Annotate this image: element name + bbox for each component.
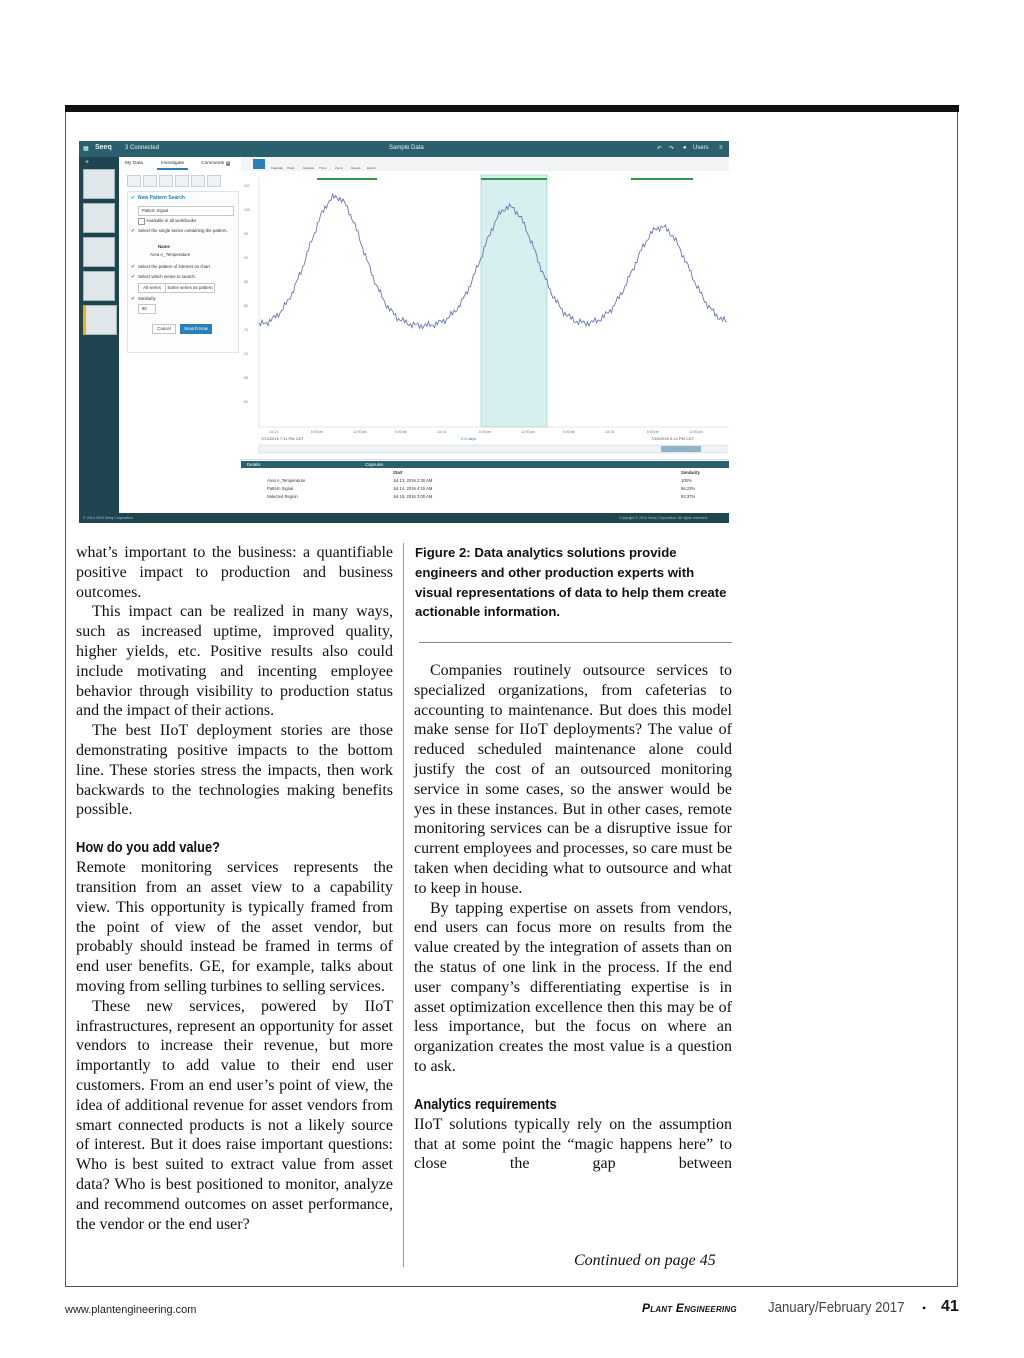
x-tick-label: 6:00 pm: [311, 430, 324, 434]
chart-type-button[interactable]: [253, 159, 265, 169]
x-tick-label: Jul 13: [269, 430, 279, 434]
undo-icon[interactable]: ↶: [657, 146, 663, 152]
similarity-column-header: Similarity: [681, 470, 700, 475]
capsule-similarity: 100%: [681, 478, 692, 483]
pattern-search-card: [127, 191, 239, 353]
check-icon: ✔: [131, 264, 136, 270]
footer-publication: [642, 1301, 737, 1315]
capsule-similarity: 93.37%: [681, 494, 696, 499]
signal-tool-icon[interactable]: [175, 175, 189, 187]
app-footer: [79, 513, 729, 523]
connection-status[interactable]: 3 Connected: [125, 145, 160, 151]
tab-comments[interactable]: [197, 159, 234, 168]
x-tick-label: Jul 14: [437, 430, 447, 434]
workbook-title: Sample Data: [389, 145, 424, 151]
page-number: 41: [941, 1298, 959, 1315]
condition-tool-icon[interactable]: [191, 175, 205, 187]
x-tick-label: 6:00 am: [395, 430, 408, 434]
start-column-header: Start: [393, 470, 403, 475]
toolbar-button-label[interactable]: Chart: [287, 166, 295, 170]
toolbar-button-label[interactable]: Quests: [351, 166, 361, 170]
y-tick-label: 80: [244, 304, 248, 308]
y-tick-label: 70: [244, 352, 248, 356]
series-name[interactable]: Area A_Temperature: [150, 252, 191, 257]
details-pane: [241, 459, 729, 514]
y-axis-ticks: [244, 184, 250, 404]
range-end: 7/15/2016 9:14 PM CDT: [651, 436, 695, 441]
capsule-start[interactable]: Jul 13, 2016 2:30 AM: [393, 478, 433, 483]
trend-svg: [241, 157, 729, 459]
comments-count-badge: 0: [226, 161, 230, 166]
capsule-similarity: 96.23%: [681, 486, 696, 491]
step-select-pattern: Select the pattern of interest on chart: [138, 264, 210, 269]
continued-note: Continued on page 45: [574, 1252, 716, 1269]
available-all-checkbox[interactable]: [138, 218, 145, 225]
home-tool-icon[interactable]: [127, 175, 141, 187]
y-tick-label: 110: [244, 184, 250, 188]
details-row[interactable]: Selected Region: [267, 494, 298, 499]
similarity-value: 90: [142, 306, 147, 311]
available-all-label: Available in all workbooks: [146, 218, 197, 223]
user-name[interactable]: Users: [693, 145, 709, 151]
name-column-header: Name: [158, 244, 170, 249]
redo-icon[interactable]: ↷: [669, 146, 675, 152]
paragraph: These new services, powered by IIoT infrastructures, represent an opportunity for asset vendors to increase their revenue, but more importantly to add value to their end user customers. From an end user’s point of view, the idea of additional revenue for asset vendors from smart connected products is not a likely source of interest. But it does raise important questions: Who is best suited to extract value from asset data? Who is best positioned to monitor, analyze and recommend outcomes on asset performance, the vendor or the end user?: [76, 997, 393, 1233]
figure-screenshot: [79, 141, 729, 523]
selected-region[interactable]: [481, 175, 547, 427]
same-series-button[interactable]: Same series as pattern: [165, 283, 215, 293]
x-axis-ticks: [269, 430, 703, 434]
x-tick-label: 6:00 pm: [479, 430, 492, 434]
search-now-button[interactable]: Search Now: [180, 324, 212, 334]
check-icon: ✔: [131, 296, 136, 302]
article-column-1: [76, 543, 393, 1234]
step-select-search: Select which series to search.: [138, 274, 197, 279]
capsule-start[interactable]: Jul 14, 2016 4:15 AM: [393, 486, 433, 491]
pattern-name-value: Pattern Signal: [142, 208, 169, 213]
add-icon[interactable]: +: [85, 159, 90, 166]
toolbar-button-label[interactable]: Capsule: [303, 166, 315, 170]
toolbar-button-label[interactable]: Zoom: [335, 166, 343, 170]
paragraph: This impact can be realized in many ways, such as increased uptime, improved quality, higher yields, etc. Positive results also could include motivating and incenting employee behavior through visibility to production status and the impact of their actions.: [76, 603, 393, 720]
x-tick-label: 12:00 pm: [689, 430, 704, 434]
check-icon: ✔: [131, 228, 136, 234]
pattern-search-title: New Pattern Search: [138, 195, 185, 201]
worksheet-thumbnail[interactable]: [83, 237, 115, 267]
paragraph: By tapping expertise on assets from vendors, end users can focus more on results from the value created by the integration of assets than on the status of one link in the process. If the end user company’s differentiating expertise is in asset optimization excellence then this may be of less importance, but the focus on where an organization creates the most value is a question to ask.: [414, 899, 732, 1075]
toolbar-button-label[interactable]: Trims: [319, 166, 327, 170]
details-row[interactable]: Area A_Temperature: [267, 478, 306, 483]
overview-timeline[interactable]: [259, 445, 727, 453]
x-tick-label: 6:00 am: [563, 430, 576, 434]
tools-panel: [119, 157, 242, 513]
y-tick-label: 60: [244, 400, 248, 404]
search-tool-icon[interactable]: [143, 175, 157, 187]
article-column-2: [414, 661, 732, 1174]
toolbar-icons: [271, 166, 376, 170]
x-tick-label: 6:00 pm: [647, 430, 660, 434]
y-tick-label: 95: [244, 232, 248, 236]
worksheet-thumbnail[interactable]: [83, 305, 117, 335]
worksheet-thumbnails: [79, 157, 119, 513]
pattern-name-input[interactable]: [138, 206, 234, 216]
figure-caption: Figure 2: Data analytics solutions provide engineers and other production experts with visual representations of data to help them create actionable information.: [415, 545, 727, 620]
trend-toolbar: [241, 157, 729, 171]
details-row[interactable]: Pattern Signal: [267, 486, 294, 491]
y-tick-label: 90: [244, 256, 248, 260]
y-tick-label: 65: [244, 376, 248, 380]
app-header: [79, 141, 729, 157]
check-icon: ✔: [131, 195, 136, 201]
footer-issue-date: January/February 2017: [768, 1299, 905, 1316]
worksheet-thumbnail[interactable]: [83, 271, 115, 301]
formula-tool-icon[interactable]: [207, 175, 221, 187]
paragraph: IIoT solutions typically rely on the assumption that at some point the “magic happens here” to close the gap between: [414, 1115, 732, 1173]
app-logo: Seeq: [95, 144, 112, 151]
capsule-start[interactable]: Jul 15, 2016 3:00 AM: [393, 494, 433, 499]
paragraph: Remote monitoring services represents the transition from an asset view to a capability view. This opportunity is typically framed from the point of view of the asset vendor, but probably should instead be framed in terms of end user benefits. GE, for example, talks about moving from selling turbines to selling services.: [76, 859, 393, 995]
footer-url[interactable]: www.plantengineering.com: [65, 1304, 197, 1316]
menu-icon[interactable]: ≡: [719, 145, 723, 151]
app-footer-right: Copyright © 2014 Seeq Corporation. All rights reserved.: [619, 516, 708, 520]
paragraph: The best IIoT deployment stories are those demonstrating positive impacts to the bottom line. These stories stress the impacts, then work backwards to the technologies making benefits possible.: [76, 722, 393, 819]
paragraph: what’s important to the business: a quantifiable positive impact to production and business outcomes.: [76, 544, 393, 601]
capsules-header: Capsules: [359, 461, 729, 468]
y-tick-label: 85: [244, 280, 248, 284]
worksheet-thumbnail[interactable]: [83, 169, 115, 199]
similarity-input[interactable]: [138, 304, 156, 314]
check-icon: ✔: [131, 274, 136, 280]
details-header: Details: [241, 461, 361, 468]
user-icon[interactable]: ●: [683, 145, 687, 151]
x-tick-label: 12:00 am: [521, 430, 536, 434]
top-rule: [65, 105, 959, 112]
toolbar-button-label[interactable]: Calendar: [271, 166, 284, 170]
toolbar-button-label[interactable]: Export: [367, 166, 376, 170]
calc-tool-icon[interactable]: [159, 175, 173, 187]
footer-publication-name: Plant Engineering: [642, 1301, 737, 1315]
all-series-button[interactable]: All series: [138, 283, 166, 293]
x-tick-label: Jul 15: [605, 430, 615, 434]
step-select-series: Select the single series containing the pattern.: [138, 228, 228, 233]
subhead: How do you add value?: [76, 839, 221, 857]
grid-icon: ▦: [83, 146, 89, 152]
x-tick-label: 12:00 am: [353, 430, 368, 434]
cancel-button[interactable]: Cancel: [152, 324, 176, 334]
app-footer-left: © 2014-2016 Seeq Corporation: [83, 516, 134, 520]
range-duration: 2.5 days: [461, 436, 477, 441]
similarity-label: Similarity: [138, 296, 156, 301]
tab-my-data[interactable]: My Data: [125, 161, 143, 166]
range-start: 7/13/2016 7:11 PM CDT: [261, 436, 304, 441]
y-tick-label: 75: [244, 328, 248, 332]
footer-separator: •: [922, 1301, 927, 1315]
tab-comments-label: Comments: [201, 161, 225, 166]
y-tick-label: 100: [244, 208, 250, 212]
subhead: Analytics requirements: [414, 1095, 557, 1113]
column-divider: [403, 543, 404, 1267]
worksheet-thumbnail[interactable]: [83, 203, 115, 233]
overview-window[interactable]: [661, 446, 701, 452]
trend-chart[interactable]: [241, 157, 729, 459]
tab-investigate[interactable]: Investigate: [157, 159, 188, 170]
caption-rule: [419, 642, 732, 643]
paragraph: Companies routinely outsource services to specialized organizations, from cafeterias to accounting to maintenance. But does this model make sense for IIoT deployments? The value of reduced scheduled maintenance alone could justify the cost of an outsourced monitoring service in some cases, so the answer would be yes in these instances. But in other cases, remote monitoring services can be a disruptive issue for current employees and processes, so care must be taken when deciding what to outsource and what to keep in house.: [414, 662, 732, 897]
